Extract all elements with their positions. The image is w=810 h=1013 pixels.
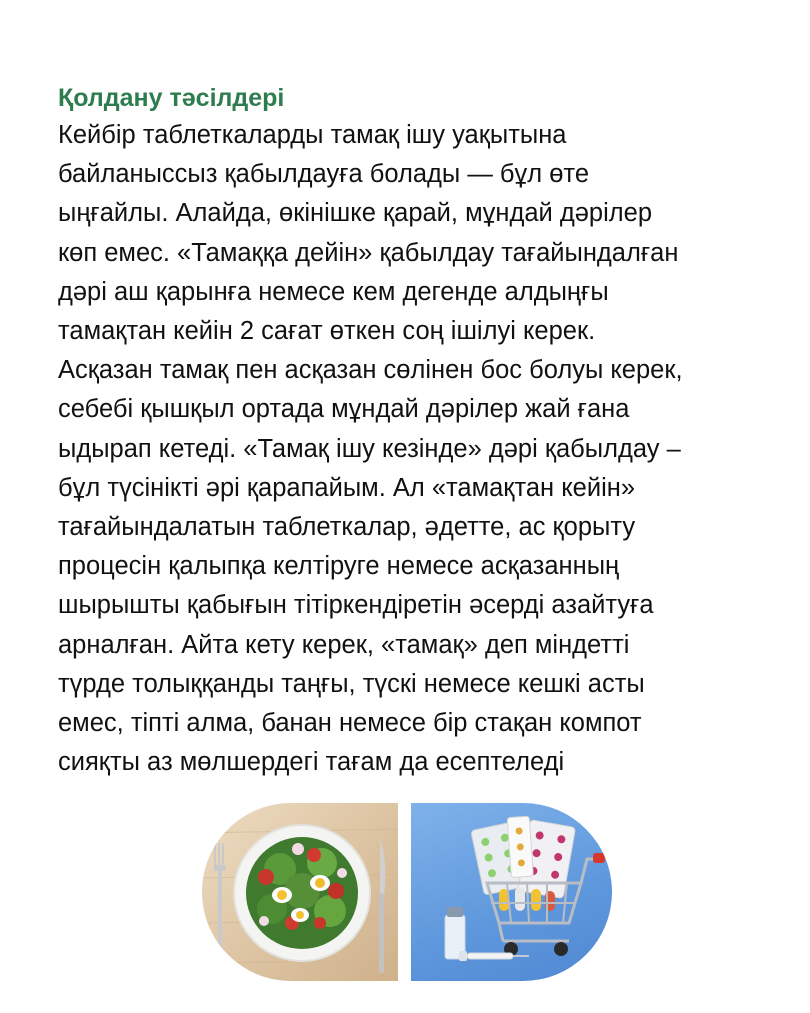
salad-plate-icon xyxy=(202,803,398,981)
text-line: арналған. Айта кету керек, «тамақ» деп міндетті xyxy=(58,630,630,659)
shopping-cart-pills-icon xyxy=(411,803,612,981)
article-body xyxy=(58,116,758,782)
text-line: процесін қалыпқа келтіруге немесе асқазанның xyxy=(58,552,620,581)
article xyxy=(58,80,758,782)
text-line: бұл түсінікті әрі қарапайым. Ал «тамақтан кейін» xyxy=(58,473,635,502)
illustrations xyxy=(202,803,612,981)
text-line: шырышты қабығын тітіркендіретін әсерді азайтуға xyxy=(58,591,654,620)
text-line: түрде толыққанды таңғы, түскі немесе кешкі асты xyxy=(58,669,645,698)
text-line: байланыссыз қабылдауға болады — бұл өте xyxy=(58,160,590,189)
text-line: тамақтан кейін 2 сағат өткен соң ішілуі керек. xyxy=(58,317,596,346)
text-line: ыдырап кетеді. «Тамақ ішу кезінде» дәрі қабылдау – xyxy=(58,434,681,463)
text-line: ыңғайлы. Алайда, өкінішке қарай, мұндай дәрілер xyxy=(58,199,652,228)
text-line: емес, тіпті алма, банан немесе бір стақан компот xyxy=(58,709,642,738)
text-line: Кейбір таблеткаларды тамақ ішу уақытына xyxy=(58,121,567,149)
salad-plate-image xyxy=(202,803,398,981)
text-line: себебі қышқыл ортада мұндай дәрілер жай ғана xyxy=(58,395,630,424)
section-heading: Қолдану тәсілдері xyxy=(58,84,285,112)
text-line: көп емес. «Тамаққа дейін» қабылдау тағайындалған xyxy=(58,238,679,267)
text-line: дәрі аш қарынға немесе кем дегенде алдыңғы xyxy=(58,277,609,306)
text-line: тағайындалатын таблеткалар, әдетте, ас қорыту xyxy=(58,513,636,542)
text-line: Асқазан тамақ пен асқазан сөлінен бос болуы керек, xyxy=(58,356,683,385)
text-line: сияқты аз мөлшердегі тағам да есептеледі xyxy=(58,748,565,777)
pills-cart-image xyxy=(411,803,612,981)
